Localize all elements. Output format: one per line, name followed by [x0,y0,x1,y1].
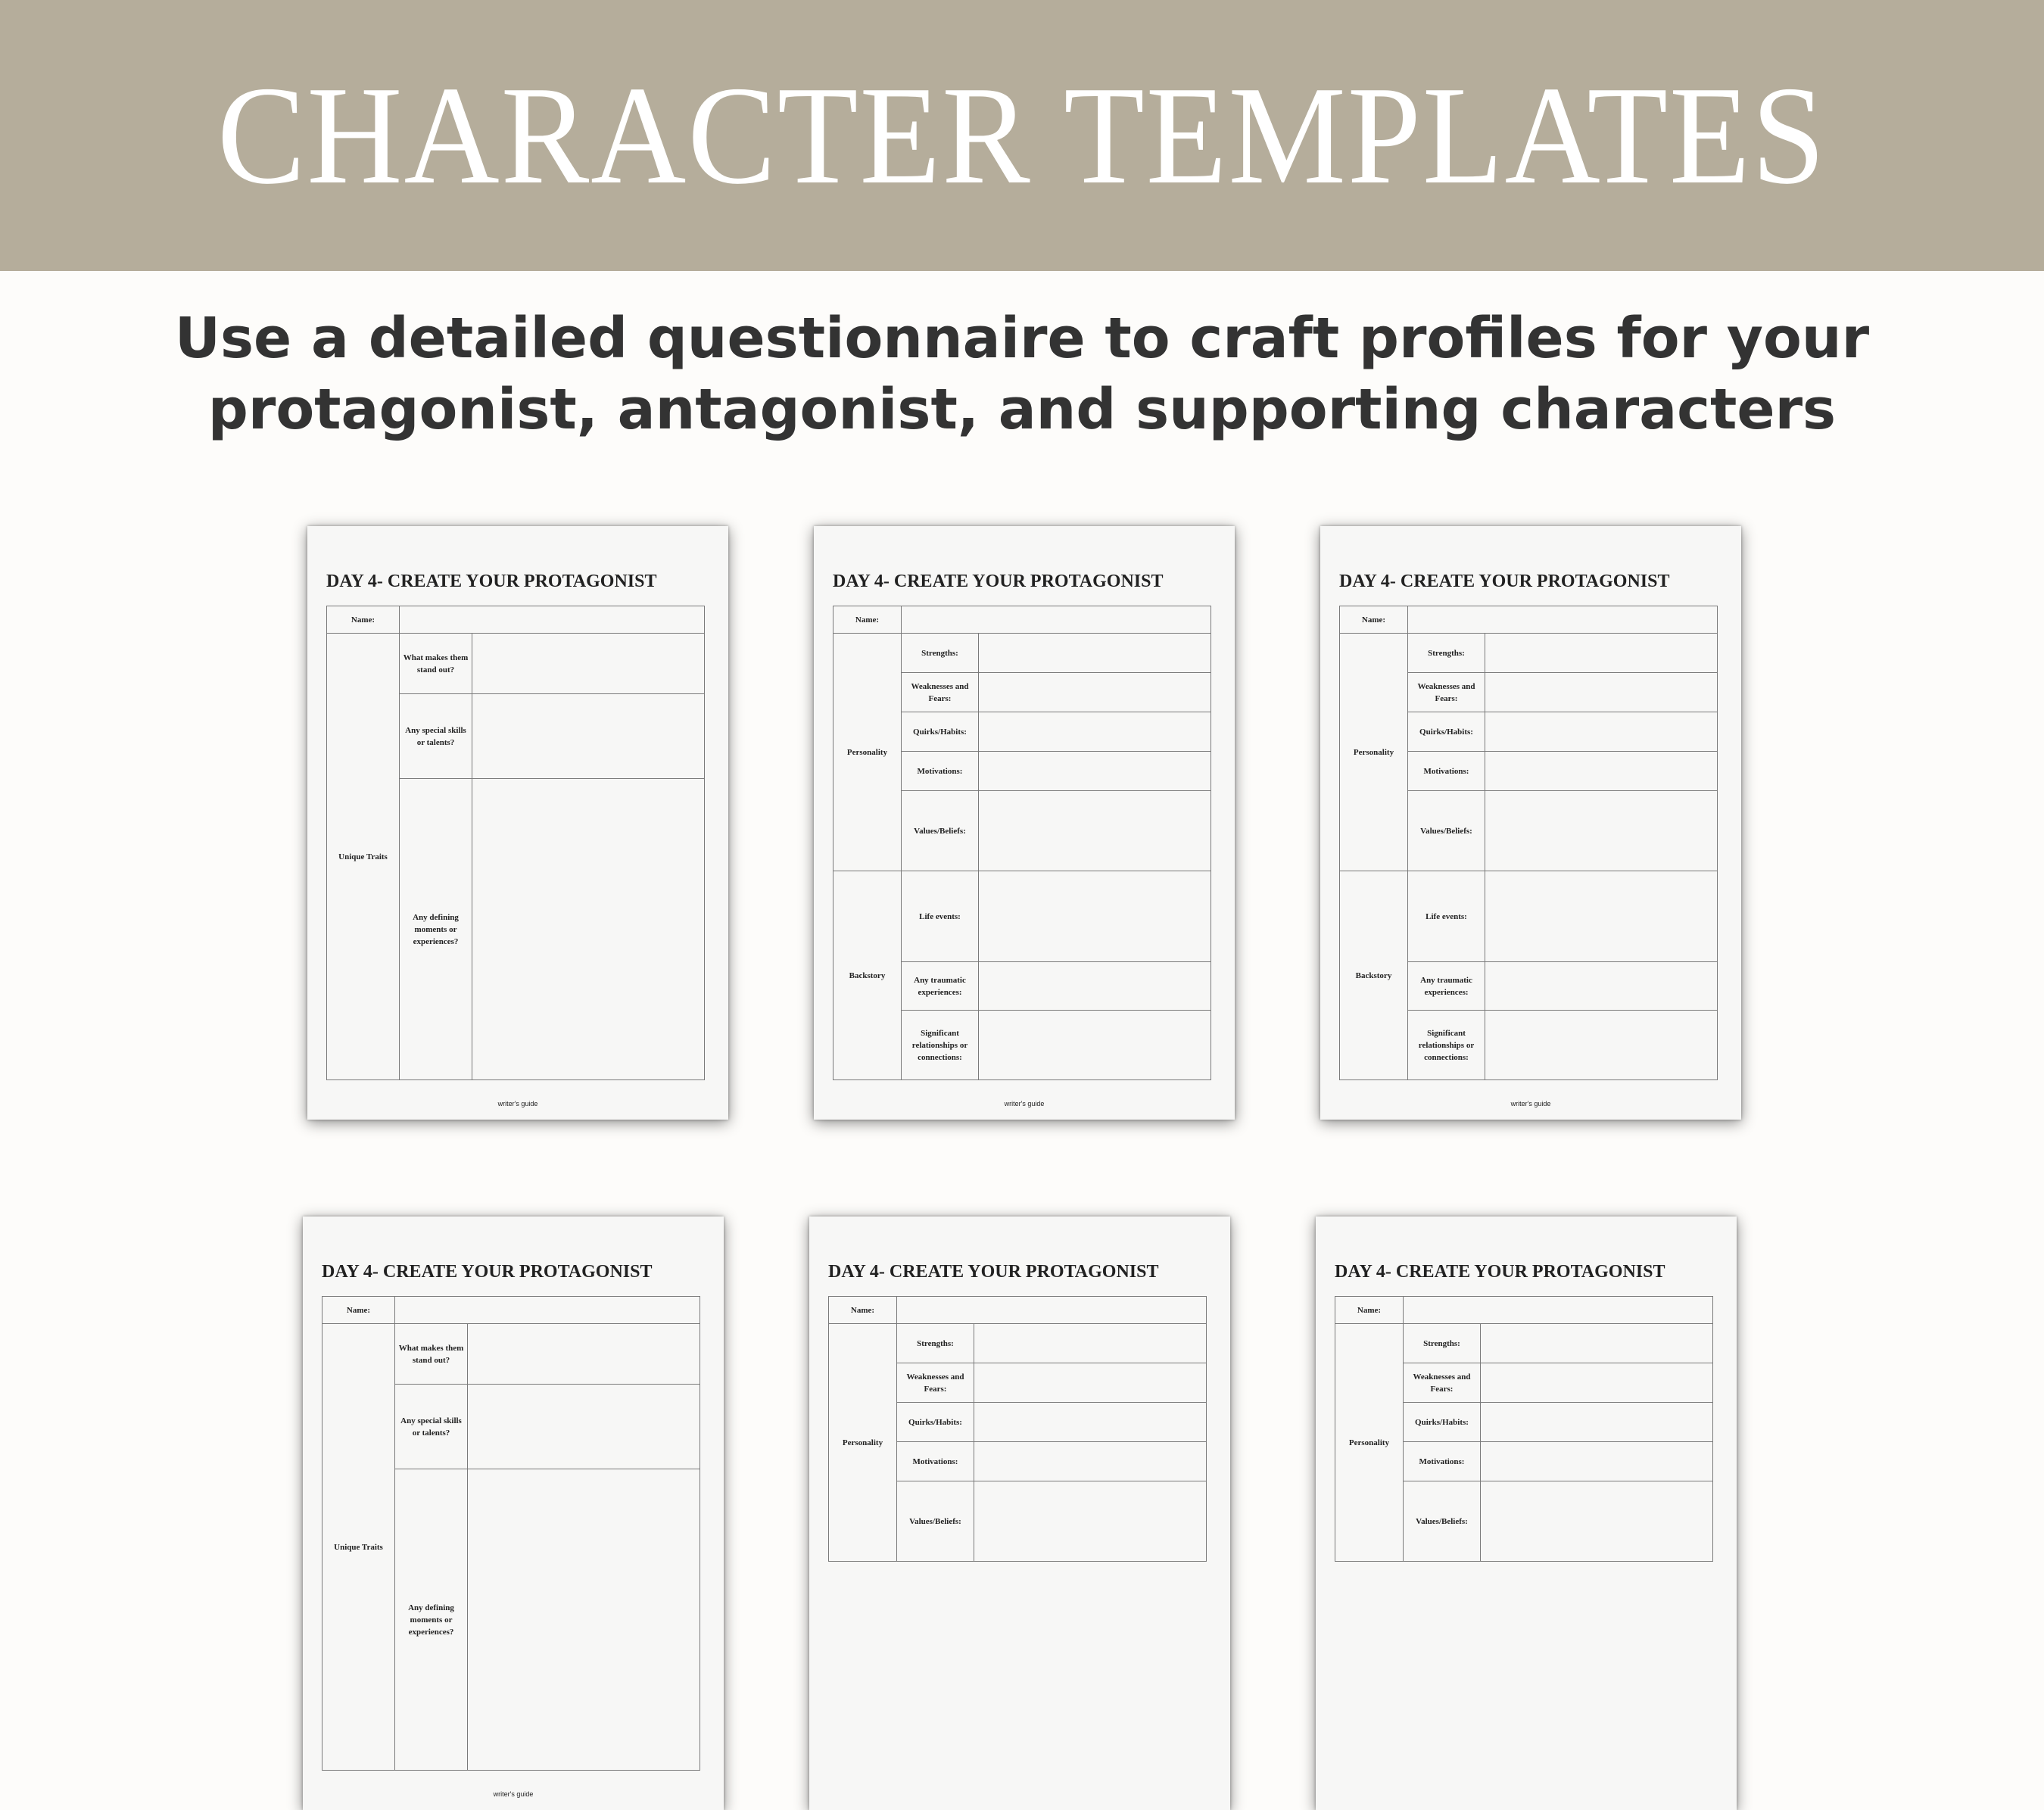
profile-table [833,606,1211,1080]
template-page-profile [1316,1217,1737,1810]
quirks-field[interactable] [1485,712,1718,752]
motivations-field[interactable] [1485,752,1718,791]
relationships-label: Significant relationships or connections: [1408,1011,1485,1080]
weaknesses-label: Weaknesses and Fears: [1408,673,1485,712]
strengths-label: Strengths: [1408,634,1485,673]
question-stand-out: What makes them stand out? [400,634,472,694]
template-page-profile [809,1217,1230,1810]
answer-defining-moments[interactable] [472,779,705,1080]
profile-table [1335,1296,1713,1562]
motivations-label: Motivations: [1408,752,1485,791]
question-skills: Any special skills or talents? [400,694,472,779]
unique-traits-label: Unique Traits [322,1324,395,1771]
banner-title: CHARACTER TEMPLATES [217,58,1827,213]
page-title: DAY 4- CREATE YOUR PROTAGONIST [1335,1262,1665,1282]
motivations-label: Motivations: [902,752,979,791]
answer-stand-out[interactable] [468,1324,700,1385]
answer-stand-out[interactable] [472,634,705,694]
profile-table [1339,606,1718,1080]
name-field[interactable] [1404,1297,1713,1324]
quirks-label: Quirks/Habits: [902,712,979,752]
strengths-field[interactable] [1481,1324,1713,1363]
quirks-field[interactable] [974,1403,1207,1442]
traumatic-field[interactable] [979,962,1211,1011]
life-events-field[interactable] [1485,871,1718,962]
backstory-label: Backstory [833,871,902,1080]
unique-traits-label: Unique Traits [327,634,400,1080]
page-title: DAY 4- CREATE YOUR PROTAGONIST [326,572,657,591]
traits-table [322,1296,700,1771]
motivations-label: Motivations: [1404,1442,1481,1481]
strengths-field[interactable] [974,1324,1207,1363]
question-stand-out: What makes them stand out? [395,1324,468,1385]
page-title: DAY 4- CREATE YOUR PROTAGONIST [1339,572,1670,591]
subtitle [0,303,2044,445]
name-label: Name: [1335,1297,1404,1324]
strengths-field[interactable] [1485,634,1718,673]
page-title: DAY 4- CREATE YOUR PROTAGONIST [833,572,1164,591]
header-banner [0,0,2044,271]
strengths-field[interactable] [979,634,1211,673]
personality-label: Personality [829,1324,897,1562]
answer-defining-moments[interactable] [468,1469,700,1771]
question-defining-moments: Any defining moments or experiences? [395,1469,468,1771]
page-footer: writer's guide [493,1790,534,1798]
traits-table [326,606,705,1080]
quirks-label: Quirks/Habits: [1408,712,1485,752]
strengths-label: Strengths: [897,1324,974,1363]
strengths-label: Strengths: [1404,1324,1481,1363]
relationships-label: Significant relationships or connections: [902,1011,979,1080]
traumatic-label: Any traumatic experiences: [1408,962,1485,1011]
values-label: Values/Beliefs: [902,791,979,871]
relationships-field[interactable] [979,1011,1211,1080]
question-defining-moments: Any defining moments or experiences? [400,779,472,1080]
values-label: Values/Beliefs: [1408,791,1485,871]
personality-label: Personality [833,634,902,871]
personality-label: Personality [1340,634,1408,871]
values-field[interactable] [979,791,1211,871]
values-field[interactable] [1485,791,1718,871]
motivations-field[interactable] [1481,1442,1713,1481]
name-field[interactable] [395,1297,700,1324]
name-field[interactable] [902,606,1211,634]
values-field[interactable] [1481,1481,1713,1562]
name-field[interactable] [400,606,705,634]
quirks-label: Quirks/Habits: [897,1403,974,1442]
values-label: Values/Beliefs: [897,1481,974,1562]
personality-label: Personality [1335,1324,1404,1562]
life-events-field[interactable] [979,871,1211,962]
weaknesses-field[interactable] [979,673,1211,712]
weaknesses-field[interactable] [1481,1363,1713,1403]
page-footer: writer's guide [1510,1100,1551,1107]
answer-skills[interactable] [472,694,705,779]
page-title: DAY 4- CREATE YOUR PROTAGONIST [828,1262,1159,1282]
traumatic-field[interactable] [1485,962,1718,1011]
weaknesses-label: Weaknesses and Fears: [902,673,979,712]
relationships-field[interactable] [1485,1011,1718,1080]
template-page-profile [814,526,1235,1120]
values-field[interactable] [974,1481,1207,1562]
name-label: Name: [322,1297,395,1324]
life-events-label: Life events: [902,871,979,962]
quirks-field[interactable] [979,712,1211,752]
life-events-label: Life events: [1408,871,1485,962]
template-page-unique-traits [303,1217,724,1810]
values-label: Values/Beliefs: [1404,1481,1481,1562]
weaknesses-field[interactable] [1485,673,1718,712]
answer-skills[interactable] [468,1385,700,1469]
name-label: Name: [829,1297,897,1324]
subtitle-line-1: Use a detailed questionnaire to craft profiles for your [174,306,1870,371]
weaknesses-label: Weaknesses and Fears: [1404,1363,1481,1403]
name-field[interactable] [1408,606,1718,634]
page-title: DAY 4- CREATE YOUR PROTAGONIST [322,1262,653,1282]
motivations-field[interactable] [974,1442,1207,1481]
name-field[interactable] [897,1297,1207,1324]
quirks-field[interactable] [1481,1403,1713,1442]
name-label: Name: [327,606,400,634]
question-skills: Any special skills or talents? [395,1385,468,1469]
name-label: Name: [833,606,902,634]
weaknesses-label: Weaknesses and Fears: [897,1363,974,1403]
name-label: Name: [1340,606,1408,634]
motivations-field[interactable] [979,752,1211,791]
traumatic-label: Any traumatic experiences: [902,962,979,1011]
profile-table [828,1296,1207,1562]
subtitle-line-2: protagonist, antagonist, and supporting characters [207,377,1837,442]
strengths-label: Strengths: [902,634,979,673]
motivations-label: Motivations: [897,1442,974,1481]
quirks-label: Quirks/Habits: [1404,1403,1481,1442]
backstory-label: Backstory [1340,871,1408,1080]
template-page-unique-traits [307,526,728,1120]
page-footer: writer's guide [1004,1100,1045,1107]
weaknesses-field[interactable] [974,1363,1207,1403]
template-page-profile [1320,526,1741,1120]
page-footer: writer's guide [497,1100,538,1107]
